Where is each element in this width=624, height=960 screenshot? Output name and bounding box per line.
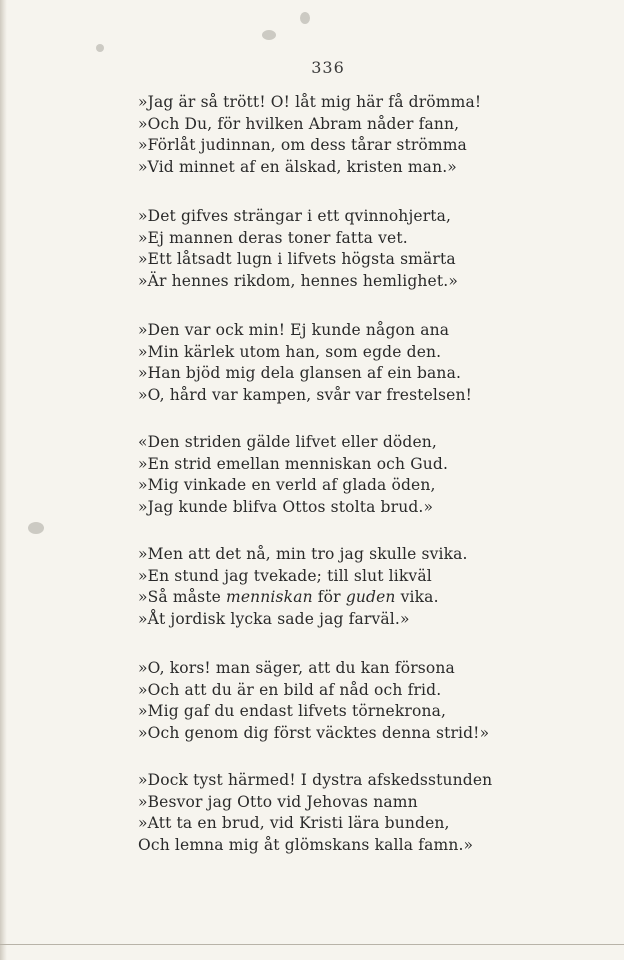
stanza-4 <box>138 432 498 518</box>
page-binding-edge <box>0 0 7 960</box>
verse-line: »Vid minnet af en älskad, kristen man.» <box>138 157 457 176</box>
ink-speck <box>28 522 44 534</box>
verse-line: »Och genom dig först väcktes denna strid!» <box>138 723 490 742</box>
verse-line: »Min kärlek utom han, som egde den. <box>138 342 442 361</box>
verse-line: »Förlåt judinnan, om dess tårar strömma <box>138 136 467 154</box>
emphasized-word: guden <box>345 588 396 606</box>
stanza-2 <box>138 206 498 292</box>
stanza-5 <box>138 544 498 630</box>
verse-line: »Besvor jag Otto vid Jehovas namn <box>138 792 418 811</box>
verse-line: »Han bjöd mig dela glansen af ein bana. <box>138 364 462 382</box>
verse-line: »En strid emellan menniskan och Gud. <box>138 454 449 473</box>
page-number: 336 <box>311 58 345 77</box>
verse-text: för <box>317 588 341 606</box>
verse-line: »Att ta en brud, vid Kristi lära bunden, <box>138 814 450 832</box>
stanza-3 <box>138 320 498 406</box>
verse-line: »Och Du, för hvilken Abram nåder fann, <box>138 114 460 133</box>
verse-line: »O, kors! man säger, att du kan försona <box>138 659 455 677</box>
verse-line: »Den var ock min! Ej kunde någon ana <box>138 321 450 339</box>
stanza-1 <box>138 92 498 178</box>
verse-line: »O, hård var kampen, svår var frestelsen! <box>138 385 472 404</box>
emphasized-word: menniskan <box>226 588 313 606</box>
verse-line-with-emphasis <box>138 587 498 609</box>
page-bottom-edge <box>0 944 624 945</box>
ink-speck <box>96 44 104 52</box>
verse-line: »Mig gaf du endast lifvets törnekrona, <box>138 702 447 720</box>
verse-line: »Det gifves strängar i ett qvinnohjerta, <box>138 207 452 225</box>
verse-line: Och lemna mig åt glömskans kalla famn.» <box>138 835 474 854</box>
verse-text: »Så måste <box>138 588 221 606</box>
verse-line: »Mig vinkade en verld af glada öden, <box>138 476 436 494</box>
stanza-6 <box>138 658 498 744</box>
verse-line: »Jag kunde blifva Ottos stolta brud.» <box>138 497 434 516</box>
ink-speck <box>300 12 310 24</box>
verse-line: »Jag är så trött! O! låt mig här få drömma! <box>138 93 482 111</box>
verse-line: »Är hennes rikdom, hennes hemlighet.» <box>138 271 458 290</box>
verse-line: »Dock tyst härmed! I dystra afskedsstunden <box>138 771 493 789</box>
verse-line: »Ej mannen deras toner fatta vet. <box>138 228 408 247</box>
stanza-7 <box>138 770 498 856</box>
verse-line: »Men att det nå, min tro jag skulle svika. <box>138 545 468 563</box>
verse-line: »Åt jordisk lycka sade jag farväl.» <box>138 609 410 628</box>
verse-text: vika. <box>400 588 439 606</box>
verse-line: »Och att du är en bild af nåd och frid. <box>138 680 442 699</box>
ink-speck <box>262 30 276 40</box>
verse-line: »Ett låtsadt lugn i lifvets högsta smärta <box>138 250 456 268</box>
verse-line: »En stund jag tvekade; till slut likväl <box>138 566 432 585</box>
verse-line: «Den striden gälde lifvet eller döden, <box>138 433 437 451</box>
